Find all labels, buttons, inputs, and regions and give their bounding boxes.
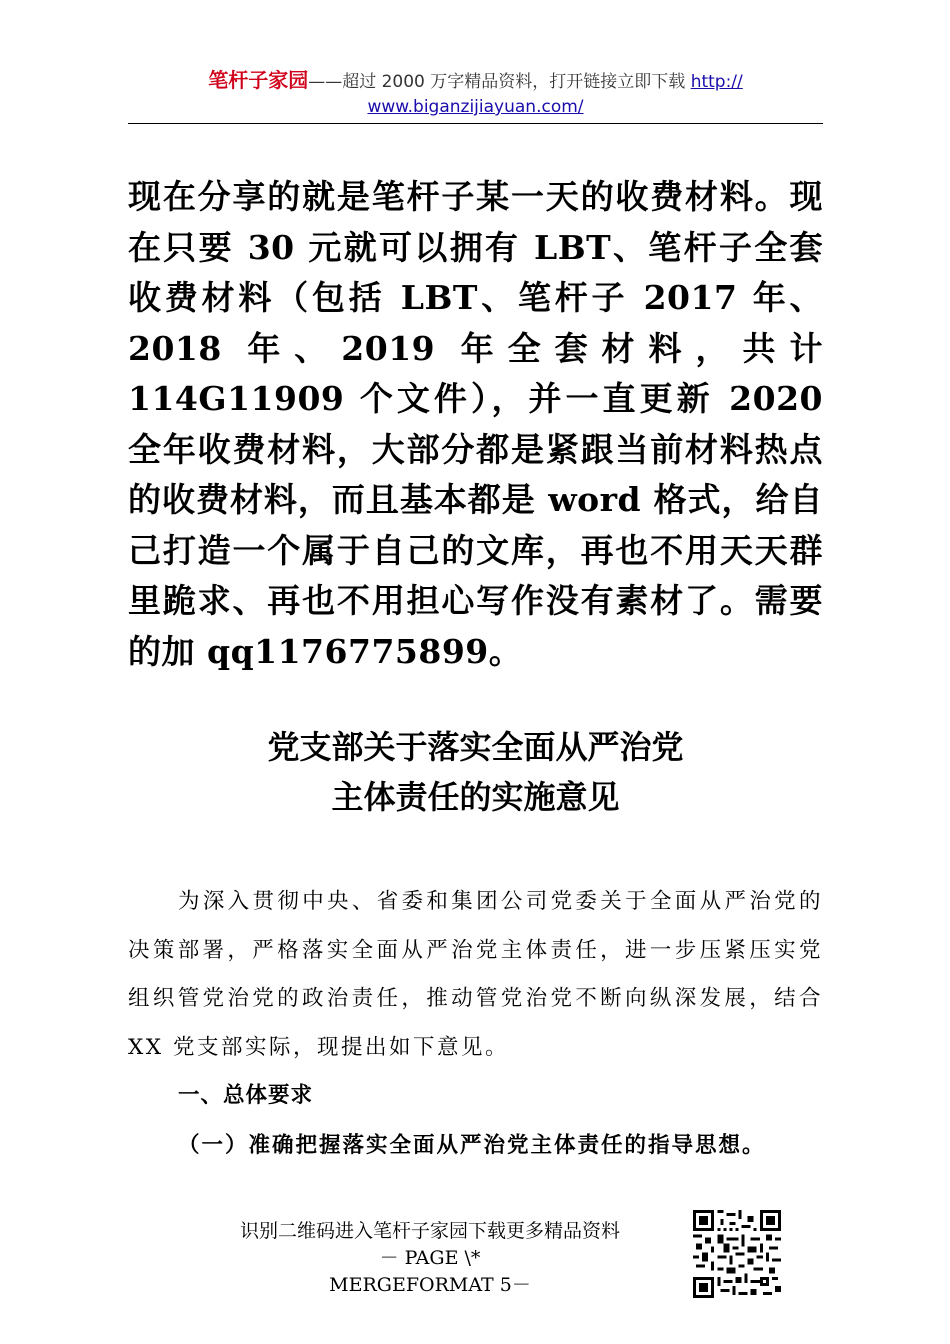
document-title	[128, 722, 823, 822]
header-divider	[128, 123, 823, 124]
subsection-heading-1: （一）准确把握落实全面从严治党主体责任的指导思想。	[178, 1133, 766, 1158]
page-field-line-2: MERGEFORMAT 5－	[329, 1274, 531, 1296]
header-link-part2[interactable]: www.biganzijiayuan.com/	[367, 97, 584, 117]
intro-paragraph: 为深入贯彻中央、省委和集团公司党委关于全面从严治党的决策部署，严格落实全面从严治党主体责任，进一步压紧压实党组织管党治党的政治责任，推动管党治党不断向纵深发展，结合 XX 党支部实际，现提出如下意见。	[128, 889, 823, 1060]
page-footer	[180, 1218, 680, 1299]
title-line-1: 党支部关于落实全面从严治党	[267, 728, 684, 766]
promo-paragraph: 现在分享的就是笔杆子某一天的收费材料。现在只要 30 元就可以拥有 LBT、笔杆子全套收费材料（包括 LBT、笔杆子 2017 年、2018 年、2019 年全套材料，共计 114G11909 个文件），并一直更新 2020 全年收费材料，大部分都是紧跟当前材料热点的收费材料，而且基本都是 word 格式，给自己打造一个属于自己的文库，再也不用天天群里跪求、再也不用担心写作没有素材了。需要的加 qq1176775899。	[128, 177, 823, 671]
section-heading-1: 一、总体要求	[178, 1083, 314, 1108]
title-line-2: 主体责任的实施意见	[331, 778, 620, 816]
header-link-part1[interactable]: http://	[690, 72, 743, 92]
qr-caption: 识别二维码进入笔杆子家园下载更多精品资料	[239, 1220, 620, 1242]
body-text	[128, 878, 823, 1072]
header-tagline: ——超过 2000 万字精品资料，打开链接立即下载	[308, 72, 691, 92]
brand-name: 笔杆子家园	[208, 68, 309, 92]
page-field-line-1: － PAGE \*	[379, 1247, 481, 1269]
page-header	[128, 68, 823, 120]
qr-code-icon[interactable]	[693, 1210, 781, 1298]
